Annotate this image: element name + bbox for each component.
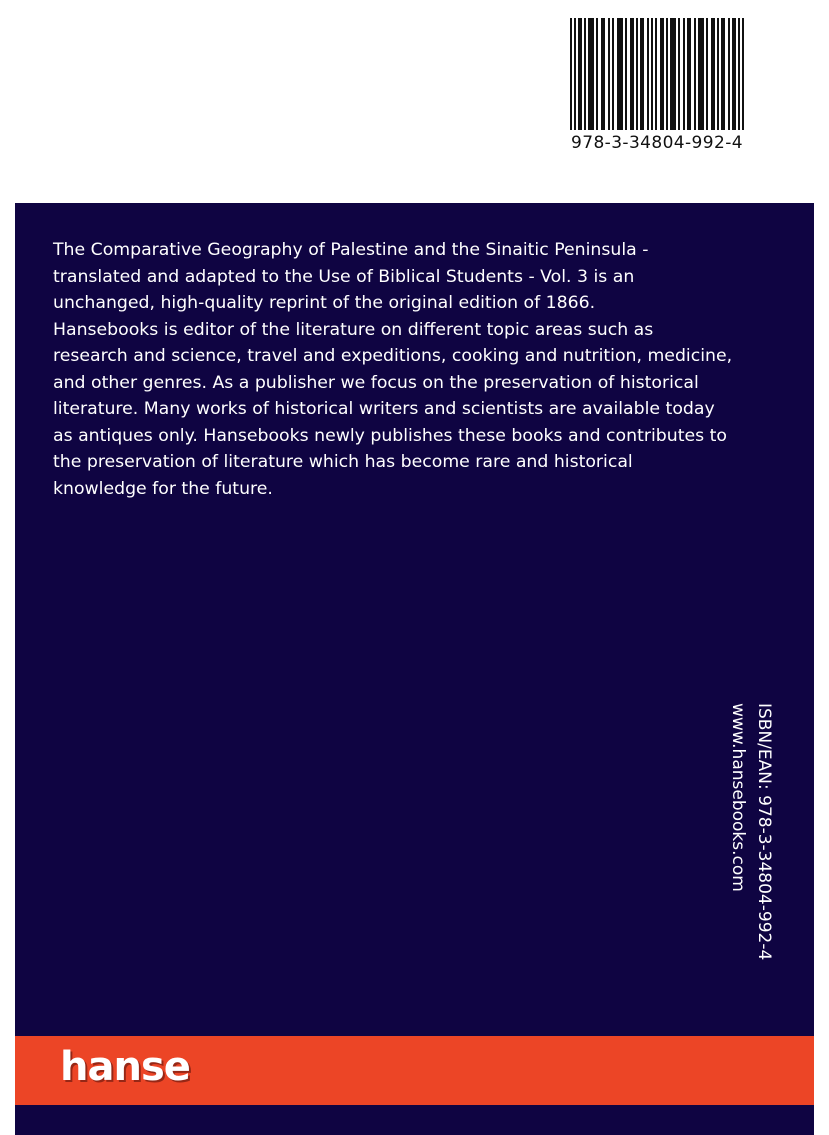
barcode [558,12,756,160]
hanse-logo: hanse [60,1044,190,1090]
isbn-text: ISBN/EAN: 978-3-34804-992-4 [754,703,774,961]
barcode-bars [570,18,744,130]
back-cover-panel [15,203,814,1135]
book-description: The Comparative Geography of Palestine and the Sinaitic Peninsula - translated and adapted to the Use of Biblical Students - Vol. 3 is an unchanged, high-quality reprint of the original edition of 1866. Hansebooks is editor of the literature on different topic areas such as research and science, travel and expeditions, cooking and nutrition, medicine, and other genres. As a publisher we focus on the preservation of historical literature. Many works of historical writers and scientists are available today as antiques only. Hansebooks newly publishes these books and contributes to the preservation of literature which has become rare and historical knowledge for the future. [53,240,733,499]
publisher-brand-band [15,1036,814,1105]
vertical-publisher-info [721,703,777,971]
website-text: www.hansebooks.com [728,703,748,892]
barcode-number: 978-3-34804-992-4 [571,133,743,153]
